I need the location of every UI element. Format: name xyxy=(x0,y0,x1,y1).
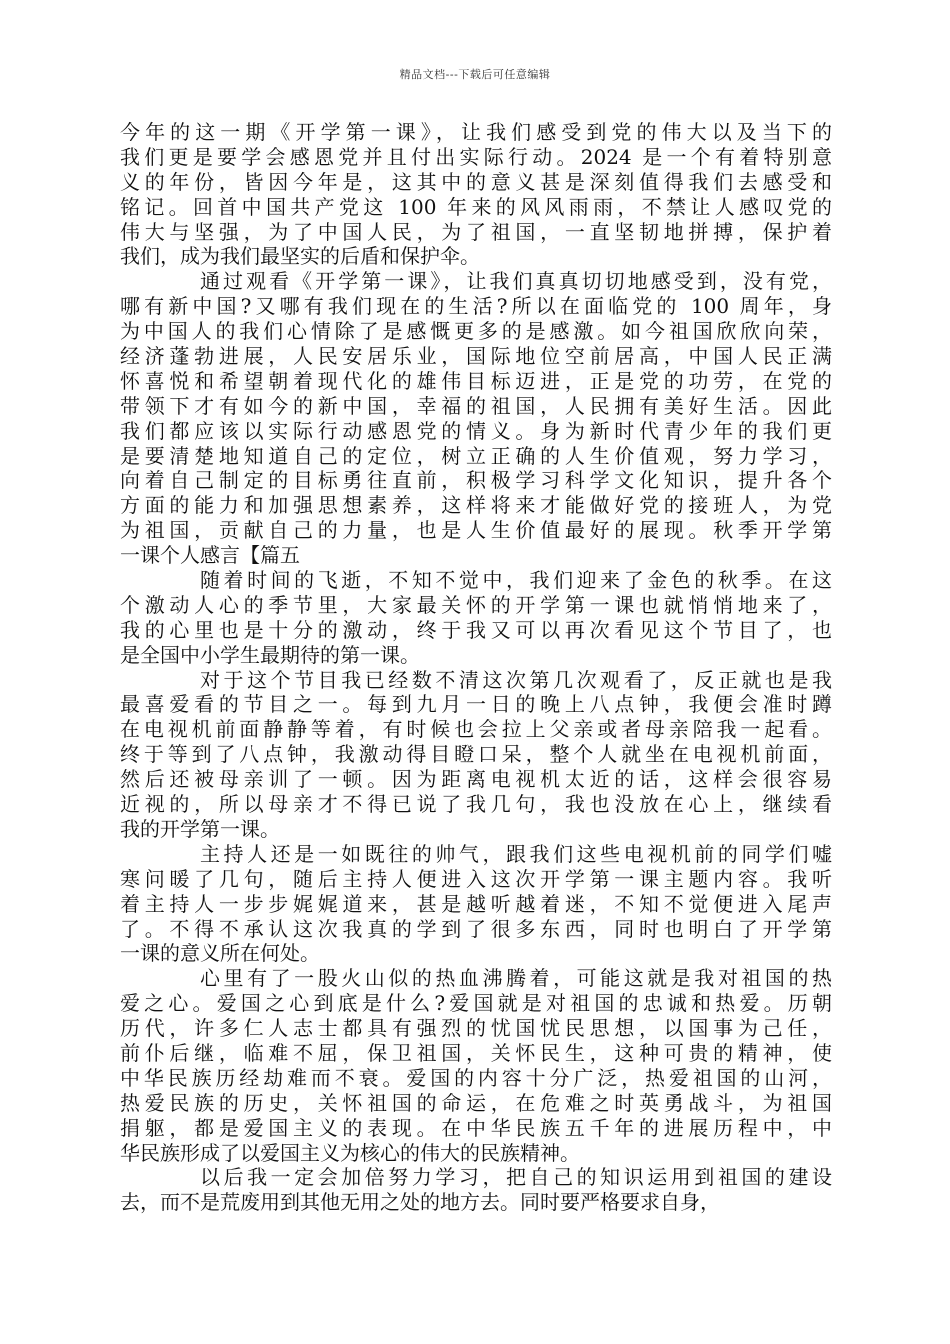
text-line: 经济蓬勃进展，人民安居乐业，国际地位空前居高，中国人民正满 xyxy=(120,344,832,369)
text-line: 寒问暖了几句，随后主持人便进入这次开学第一课主题内容。我听 xyxy=(120,866,832,891)
text-line: 心里有了一股火山似的热血沸腾着，可能这就是我对祖国的热 xyxy=(200,966,832,991)
page-header: 精品文档---下载后可任意编辑 xyxy=(399,68,551,81)
text-line: 我的心里也是十分的激动，终于我又可以再次看见这个节目了，也 xyxy=(120,617,832,642)
paragraph xyxy=(120,966,832,1165)
text-line: 近视的，所以母亲才不得已说了我几句，我也没放在心上，继续看 xyxy=(120,792,832,817)
text-line: 最喜爱看的节目之一。每到九月一日的晚上八点钟，我便会准时蹲 xyxy=(120,692,832,717)
text-line: 终于等到了八点钟，我激动得目瞪口呆，整个人就坐在电视机前面， xyxy=(120,742,832,767)
text-line: 为祖国，贡献自己的力量，也是人生价值最好的展现。秋季开学第 xyxy=(120,518,832,543)
paragraph xyxy=(120,842,832,966)
text-line: 前仆后继，临难不屈，保卫祖国，关怀民生，这种可贵的精神，使 xyxy=(120,1040,832,1065)
text-line: 一课的意义所在何处。 xyxy=(120,941,320,966)
text-line: 捐躯，都是爱国主义的表现。在中华民族五千年的进展历程中，中 xyxy=(120,1115,832,1140)
paragraph xyxy=(120,120,832,269)
paragraph xyxy=(120,1165,832,1215)
text-line: 华民族形成了以爱国主义为核心的伟大的民族精神。 xyxy=(120,1140,580,1165)
text-line: 我们都应该以实际行动感恩党的情义。身为新时代青少年的我们更 xyxy=(120,418,832,443)
text-line: 哪有新中国?又哪有我们现在的生活?所以在面临党的 100 周年，身 xyxy=(120,294,832,319)
text-line: 一课个人感言【篇五 xyxy=(120,543,300,568)
text-line: 怀喜悦和希望朝着现代化的雄伟目标迈进，正是党的功劳，在党的 xyxy=(120,368,832,393)
text-line: 向着自己制定的目标勇往直前，积极学习科学文化知识，提升各个 xyxy=(120,468,832,493)
text-line: 为中国人的我们心情除了是感慨更多的是感激。如今祖国欣欣向荣， xyxy=(120,319,832,344)
paragraph xyxy=(120,568,832,668)
text-line: 去，而不是荒废用到其他无用之处的地方去。同时要严格要求自身， xyxy=(120,1190,720,1215)
text-line: 是全国中小学生最期待的第一课。 xyxy=(120,642,420,667)
text-line: 是要清楚地知道自己的定位，树立正确的人生价值观，努力学习， xyxy=(120,443,832,468)
text-line: 热爱民族的历史，关怀祖国的命运，在危难之时英勇战斗，为祖国 xyxy=(120,1090,832,1115)
text-line: 伟大与坚强，为了中国人民，为了祖国，一直坚韧地拼搏，保护着 xyxy=(120,219,832,244)
text-line: 方面的能力和加强思想素养，这样将来才能做好党的接班人，为党 xyxy=(120,493,832,518)
text-line: 在电视机前面静静等着，有时候也会拉上父亲或者母亲陪我一起看。 xyxy=(120,717,832,742)
text-line: 着主持人一步步娓娓道来，甚是越听越着迷，不知不觉便进入尾声 xyxy=(120,891,832,916)
text-line: 随着时间的飞逝，不知不觉中，我们迎来了金色的秋季。在这 xyxy=(200,568,832,593)
paragraph xyxy=(120,269,832,568)
text-line: 中华民族历经劫难而不衰。爱国的内容十分广泛，热爱祖国的山河， xyxy=(120,1065,832,1090)
text-line: 主持人还是一如既往的帅气，跟我们这些电视机前的同学们嘘 xyxy=(200,841,832,866)
text-line: 通过观看《开学第一课》，让我们真真切切地感受到，没有党， xyxy=(200,269,832,294)
text-line: 我们，成为我们最坚实的后盾和保护伞。 xyxy=(120,244,480,269)
text-line: 我们更是要学会感恩党并且付出实际行动。2024 是一个有着特别意 xyxy=(120,144,832,169)
text-line: 带领下才有如今的新中国，幸福的祖国，人民拥有美好生活。因此 xyxy=(120,393,832,418)
document-body xyxy=(120,120,832,1215)
text-line: 然后还被母亲训了一顿。因为距离电视机太近的话，这样会很容易 xyxy=(120,767,832,792)
text-line: 今年的这一期《开学第一课》，让我们感受到党的伟大以及当下的 xyxy=(120,120,832,144)
text-line: 铭记。回首中国共产党这 100 年来的风风雨雨，不禁让人感叹党的 xyxy=(120,194,832,219)
text-line: 义的年份，皆因今年是，这其中的意义甚是深刻值得我们去感受和 xyxy=(120,169,832,194)
text-line: 我的开学第一课。 xyxy=(120,816,280,841)
text-line: 以后我一定会加倍努力学习，把自己的知识运用到祖国的建设 xyxy=(200,1165,832,1190)
text-line: 对于这个节目我已经数不清这次第几次观看了，反正就也是我 xyxy=(200,667,832,692)
text-line: 历代，许多仁人志士都具有强烈的忧国忧民思想，以国事为己任， xyxy=(120,1016,832,1041)
text-line: 爱之心。爱国之心到底是什么?爱国就是对祖国的忠诚和热爱。历朝 xyxy=(120,991,832,1016)
text-line: 个激动人心的季节里，大家最关怀的开学第一课也就悄悄地来了， xyxy=(120,592,832,617)
paragraph xyxy=(120,668,832,842)
text-line: 了。不得不承认这次我真的学到了很多东西，同时也明白了开学第 xyxy=(120,916,832,941)
